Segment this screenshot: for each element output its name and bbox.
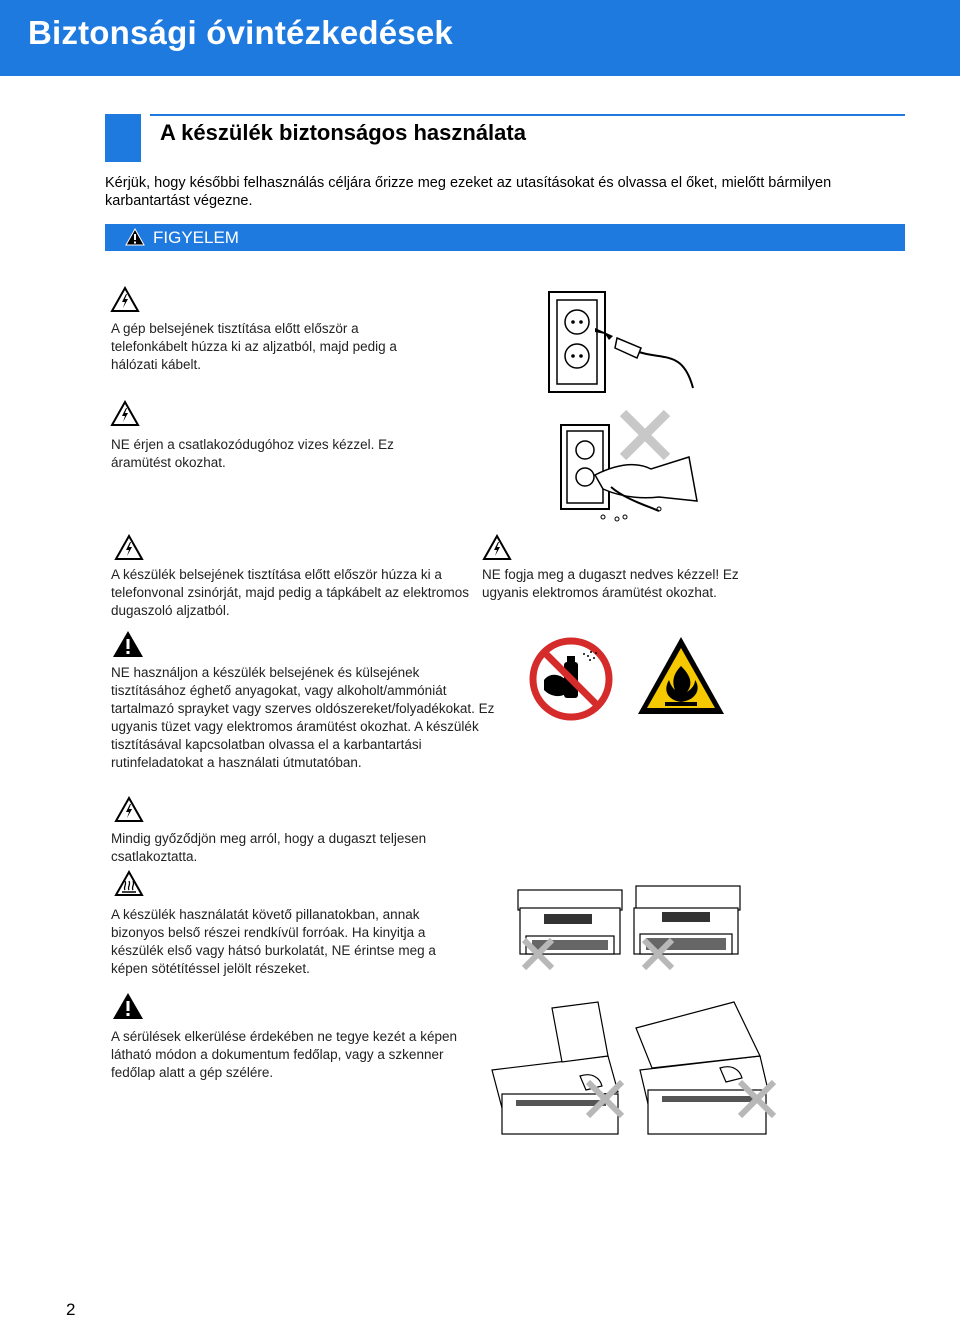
item-text-3: A készülék belsejének tisztítása előtt először húzza ki a telefonvonal zsinórját, majd pedig a tápkábelt az elektromos dugaszoló aljzatból. [111, 567, 469, 618]
exclamation-warning-icon [112, 630, 144, 658]
section-title: A készülék biztonságos használata [160, 120, 526, 145]
electric-shock-icon [110, 400, 140, 427]
item-text-7: A készülék használatát követő pillanatokban, annak bizonyos belső részei rendkívül forróak. Ha kinyitja a készülék első vagy hátsó burkolatát, NE érintse meg a képen sötétítéssel jelölt részeket. [111, 907, 436, 976]
warning-bar [105, 224, 905, 251]
item-text-2: NE érjen a csatlakozódugóhoz vizes kézzel. Ez áramütést okozhat. [111, 437, 394, 470]
item-text-6: Mindig győződjön meg arról, hogy a dugaszt teljesen csatlakoztatta. [111, 831, 427, 864]
item-text-4: NE fogja meg a dugaszt nedves kézzel! Ez ugyanis elektromos áramütést okozhat. [482, 567, 739, 600]
unplug-cable-figure [545, 290, 705, 400]
no-spray-icon [528, 636, 614, 722]
flammable-warning-icon [635, 634, 727, 718]
page-title: Biztonsági óvintézkedések [28, 14, 453, 51]
electric-shock-icon [482, 534, 512, 561]
item-text-5: NE használjon a készülék belsejének és külsejének tisztításához éghető anyagokat, vagy alkoholt/ammóniát tartalmazó sprayket vagy szerves oldószereket/folyadékokat. Ez ugyanis tüzet vagy elektromos áramütést okozhat. A készülék tisztításával kapcsolatban olvassa el a karbantartási rutinfeladatokat a használati útmutatóban. [111, 665, 495, 770]
hot-surface-icon [114, 870, 144, 897]
hot-parts-printer-figure [512, 878, 747, 978]
electric-shock-icon [114, 534, 144, 561]
page-number: 2 [66, 1300, 76, 1319]
wet-hand-plug-figure [555, 405, 705, 525]
item-text-1: A gép belsejének tisztítása előtt először a telefonkábelt húzza ki az aljzatból, majd pedig a hálózati kábelt. [111, 321, 397, 372]
warning-bar-label: FIGYELEM [153, 228, 239, 247]
item-text-8: A sérülések elkerülése érdekében ne tegye kezét a képen látható módon a dokumentum fedőlap, vagy a szkenner fedőlap alatt a gép szélére. [111, 1029, 457, 1080]
section-rule [150, 114, 905, 116]
section-marker [105, 114, 141, 162]
intro-paragraph: Kérjük, hogy későbbi felhasználás céljára őrizze meg ezeket az utasításokat és olvassa el őket, mielőtt bármilyen karbantartást végezne. [105, 175, 832, 209]
electric-shock-icon [110, 286, 140, 313]
exclamation-warning-icon [125, 228, 145, 246]
exclamation-warning-icon [112, 992, 144, 1020]
page-header [0, 0, 960, 76]
electric-shock-icon [114, 796, 144, 823]
scanner-cover-figure [488, 998, 778, 1140]
